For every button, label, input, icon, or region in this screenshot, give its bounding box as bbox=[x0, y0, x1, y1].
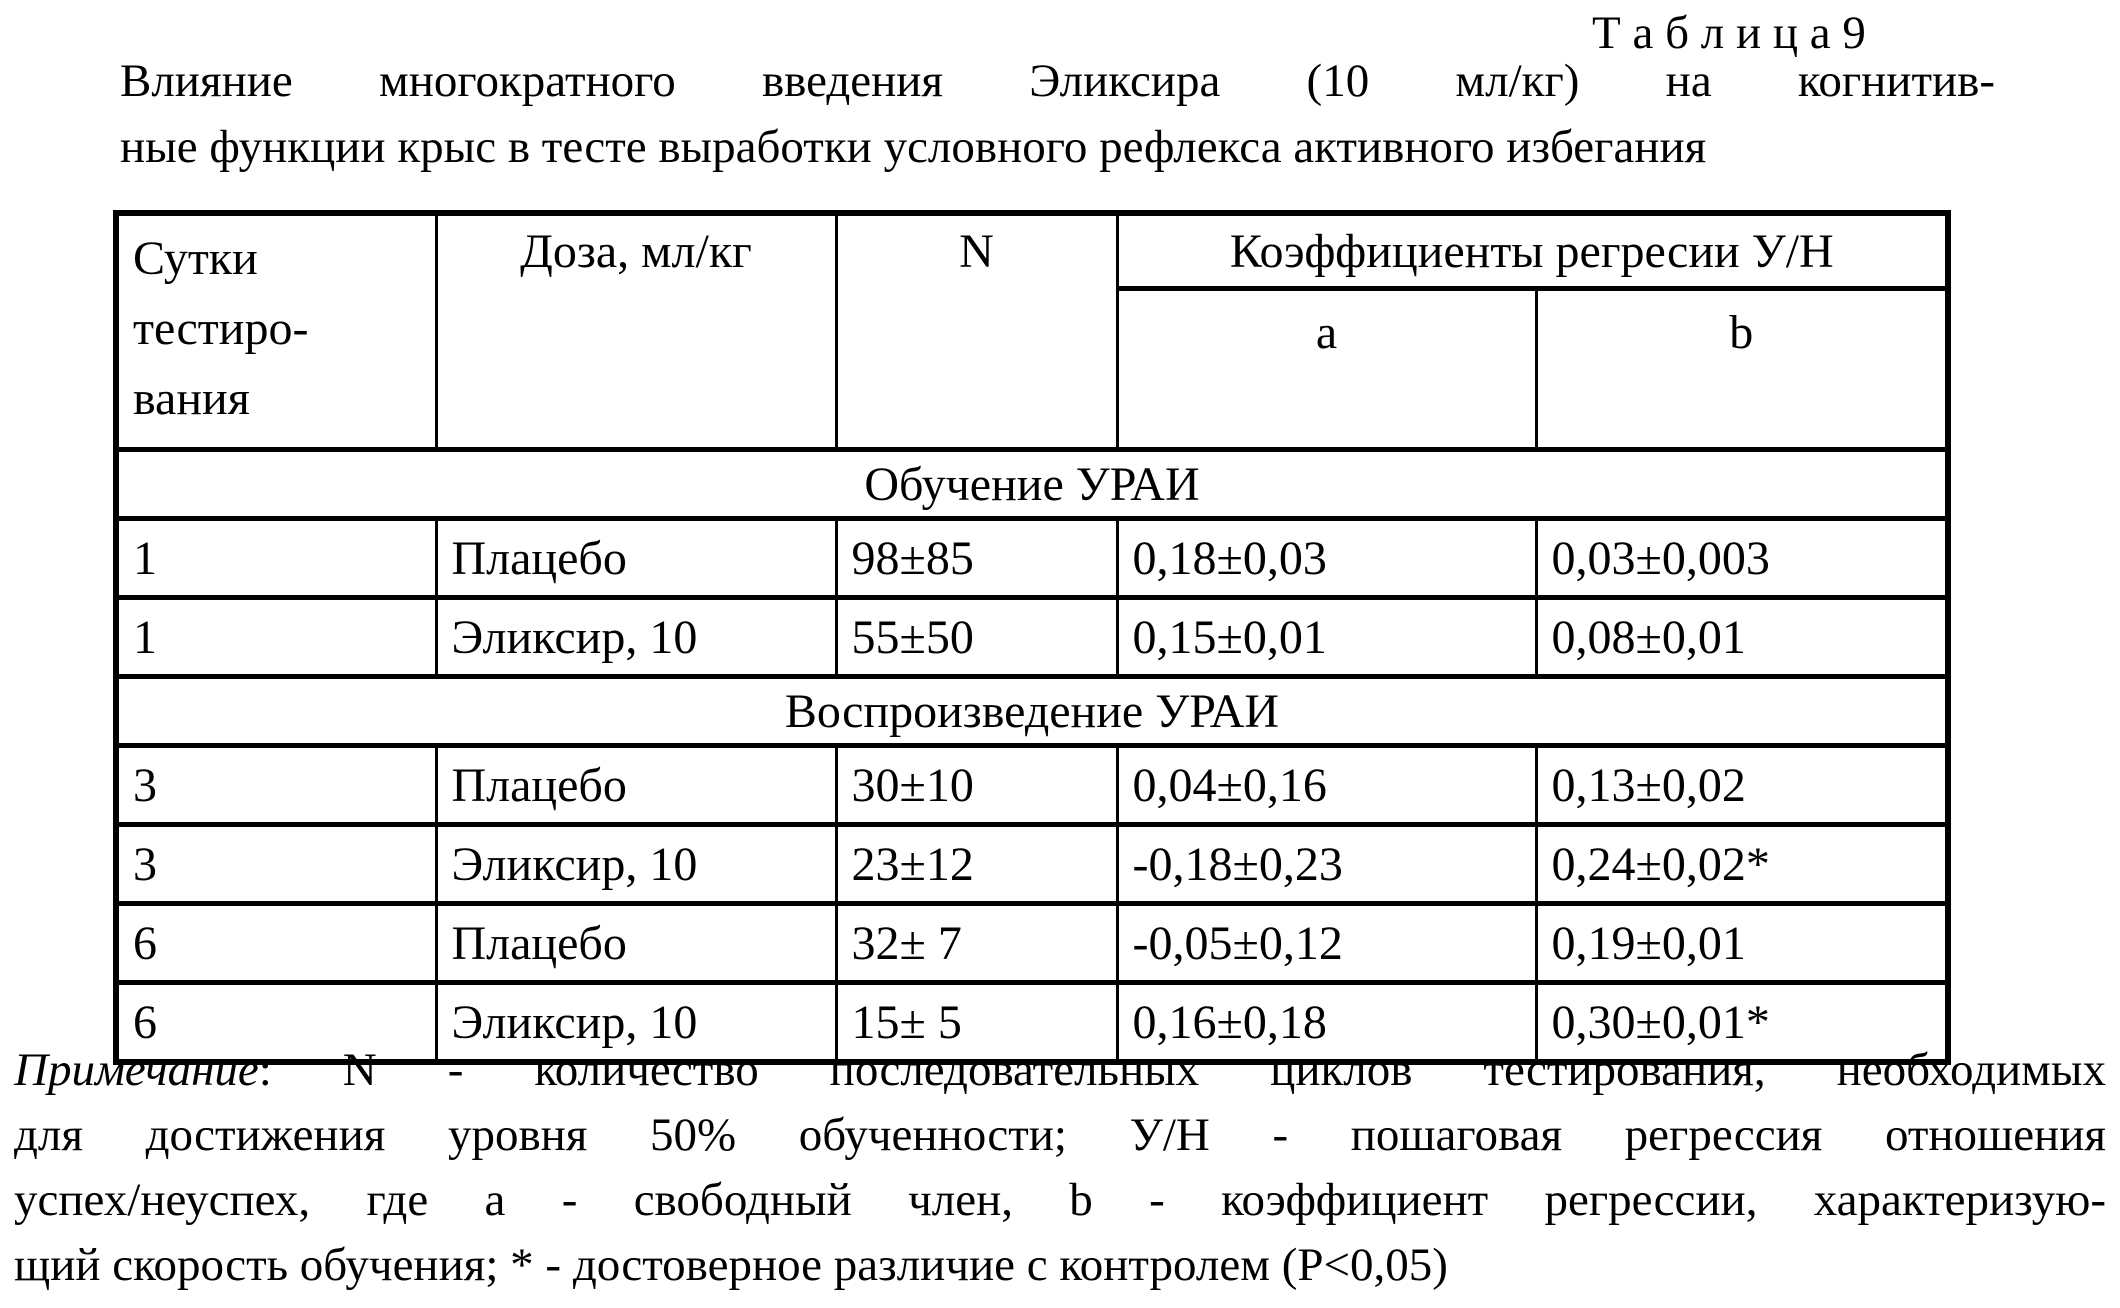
section-row-reproduction bbox=[116, 677, 1948, 746]
footnote-line-2: для достижения уровня 50% обученности; У/Н - пошаговая регрессия отношения bbox=[14, 1109, 2106, 1161]
header-n: N bbox=[836, 213, 1117, 450]
table-caption bbox=[120, 48, 2025, 180]
table-row bbox=[116, 746, 1948, 825]
cell-dose: Плацебо bbox=[436, 519, 836, 598]
cell-a: -0,05±0,12 bbox=[1117, 904, 1536, 983]
results-table bbox=[113, 210, 1951, 1065]
cell-a: 0,04±0,16 bbox=[1117, 746, 1536, 825]
cell-b: 0,03±0,003 bbox=[1536, 519, 1948, 598]
header-days: Сутки тестиро- вания bbox=[116, 213, 436, 450]
header-row-group bbox=[116, 213, 1948, 289]
table-row bbox=[116, 519, 1948, 598]
footnote-label: Примечание bbox=[14, 1044, 259, 1096]
cell-b: 0,19±0,01 bbox=[1536, 904, 1948, 983]
cell-b: 0,30±0,01* bbox=[1536, 983, 1948, 1063]
cell-n: 23±12 bbox=[836, 825, 1117, 904]
cell-dose: Плацебо bbox=[436, 904, 836, 983]
footnote-line-4: щий скорость обучения; * - достоверное различие с контролем (Р<0,05) bbox=[14, 1239, 1448, 1291]
cell-day: 1 bbox=[116, 519, 436, 598]
header-regression-group: Коэффициенты регресии У/Н bbox=[1117, 213, 1948, 289]
cell-b: 0,13±0,02 bbox=[1536, 746, 1948, 825]
footnote-line-3: успех/неуспех, где a - свободный член, b - коэффициент регрессии, характеризую- bbox=[14, 1174, 2106, 1226]
header-dose: Доза, мл/кг bbox=[436, 213, 836, 450]
cell-n: 32± 7 bbox=[836, 904, 1117, 983]
cell-a: 0,15±0,01 bbox=[1117, 598, 1536, 677]
cell-a: -0,18±0,23 bbox=[1117, 825, 1536, 904]
table-footnote bbox=[14, 1038, 2106, 1298]
section-title: Воспроизведение УРАИ bbox=[116, 677, 1948, 746]
cell-day: 3 bbox=[116, 825, 436, 904]
cell-dose: Эликсир, 10 bbox=[436, 825, 836, 904]
table-number-label: Т а б л и ц а 9 bbox=[1592, 7, 1866, 59]
table-row bbox=[116, 825, 1948, 904]
section-row-training bbox=[116, 450, 1948, 519]
cell-day: 3 bbox=[116, 746, 436, 825]
footnote-line-1 bbox=[14, 1038, 2106, 1103]
cell-a: 0,18±0,03 bbox=[1117, 519, 1536, 598]
table-row bbox=[116, 598, 1948, 677]
cell-b: 0,24±0,02* bbox=[1536, 825, 1948, 904]
table-row bbox=[116, 904, 1948, 983]
cell-dose: Эликсир, 10 bbox=[436, 983, 836, 1063]
section-title: Обучение УРАИ bbox=[116, 450, 1948, 519]
header-coef-a: a bbox=[1117, 289, 1536, 450]
cell-day: 6 bbox=[116, 904, 436, 983]
cell-a: 0,16±0,18 bbox=[1117, 983, 1536, 1063]
cell-day: 6 bbox=[116, 983, 436, 1063]
cell-n: 98±85 bbox=[836, 519, 1117, 598]
header-coef-b: b bbox=[1536, 289, 1948, 450]
cell-day: 1 bbox=[116, 598, 436, 677]
cell-n: 55±50 bbox=[836, 598, 1117, 677]
cell-n: 15± 5 bbox=[836, 983, 1117, 1063]
footnote-line-1-text: : N - количество последовательных циклов тестирования, необходимых bbox=[258, 1044, 2106, 1096]
caption-line-1: Влияние многократного введения Эликсира (10 мл/кг) на когнитив- bbox=[120, 55, 1995, 107]
cell-dose: Эликсир, 10 bbox=[436, 598, 836, 677]
cell-n: 30±10 bbox=[836, 746, 1117, 825]
caption-line-2: ные функции крыс в тесте выработки условного рефлекса активного избегания bbox=[120, 121, 1707, 173]
cell-dose: Плацебо bbox=[436, 746, 836, 825]
cell-b: 0,08±0,01 bbox=[1536, 598, 1948, 677]
